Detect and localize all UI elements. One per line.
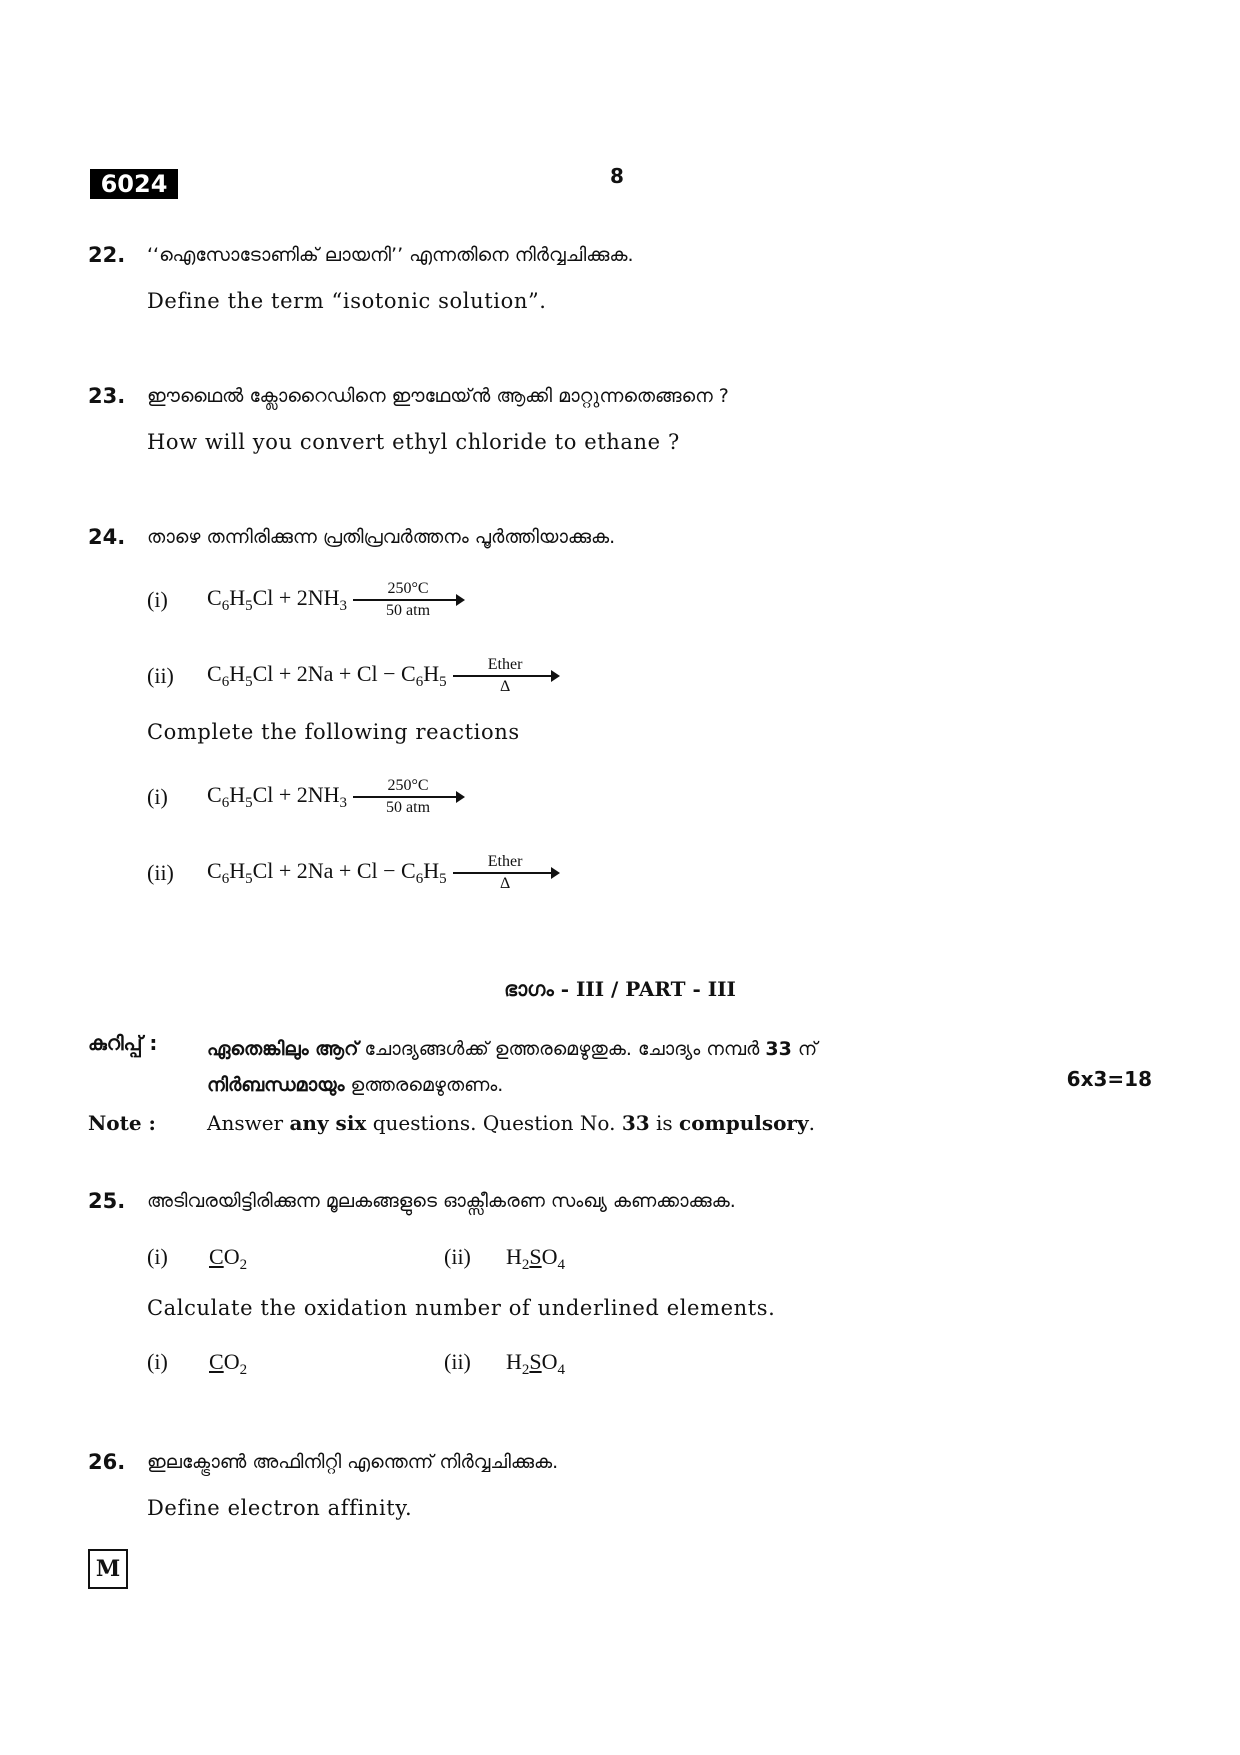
reaction-equation: $C_6H_5Cl + 2NH_3$ xyxy=(207,782,348,811)
note-bold: 33 xyxy=(765,1038,792,1060)
part-heading: ഭാഗം - III / PART - III xyxy=(504,977,736,1001)
question-text-malayalam: ഇലക്ട്രോൺ അഫിനിറ്റി എന്തെന്ന് നിർവ്വചിക്കുക. xyxy=(147,1451,559,1473)
arrow-condition-bottom: Δ xyxy=(499,875,511,892)
arrow-condition-top: 250°C xyxy=(387,580,429,597)
note-label-english: Note : xyxy=(88,1111,156,1135)
question-text-malayalam: അടിവരയിട്ടിരിക്കുന്ന മൂലകങ്ങളുടെ ഓക്സീകരണ സംഖ്യ കണക്കാക്കുക. xyxy=(147,1190,736,1212)
arrow-condition-top: 250°C xyxy=(387,777,429,794)
arrow-condition-top: Ether xyxy=(487,656,523,673)
reaction-arrow xyxy=(453,853,558,893)
arrow-condition-bottom: 50 atm xyxy=(386,799,431,816)
note-bold: നിർബന്ധമായും xyxy=(207,1074,345,1096)
paper-code-badge: 6024 xyxy=(90,169,178,199)
note-text: questions. Question No. xyxy=(366,1111,622,1135)
reaction-2-english xyxy=(147,853,558,893)
formula-h2so4: $H_2SO_4$ xyxy=(506,1349,566,1378)
question-text-english: Calculate the oxidation number of underlined elements. xyxy=(147,1296,776,1320)
question-number: 23. xyxy=(88,384,126,408)
reaction-equation: $C_6H_5Cl + 2Na + Cl - C_6H_5$ xyxy=(207,858,447,887)
arrow-line xyxy=(453,675,558,677)
question-number: 25. xyxy=(88,1189,126,1213)
arrow-condition-bottom: Δ xyxy=(499,678,511,695)
marks-allocation: 6x3=18 xyxy=(1066,1067,1152,1091)
note-text-english xyxy=(207,1111,815,1135)
note-text: . xyxy=(808,1111,815,1135)
question-number: 26. xyxy=(88,1450,126,1474)
note-text: ചോദ്യങ്ങൾക്ക് ഉത്തരമെഴുതുക. ചോദ്യം നമ്പർ xyxy=(358,1038,766,1060)
note-bold: compulsory xyxy=(679,1111,809,1135)
note-text: ന് xyxy=(791,1038,818,1060)
note-bold: any six xyxy=(289,1111,367,1135)
reaction-label: (ii) xyxy=(147,663,174,688)
note-text: Answer xyxy=(207,1111,290,1135)
footer-mark-box: M xyxy=(88,1549,128,1589)
reaction-arrow xyxy=(353,777,463,817)
reaction-arrow xyxy=(453,656,558,696)
arrow-condition-bottom: 50 atm xyxy=(386,602,431,619)
option-label: (ii) xyxy=(444,1244,471,1269)
option-label: (ii) xyxy=(444,1349,471,1374)
arrow-line xyxy=(353,599,463,601)
formula-co2: $CO_2$ xyxy=(209,1349,248,1378)
question-text-english: Define the term “isotonic solution”. xyxy=(147,289,547,313)
note-text: ഉത്തരമെഴുതണം. xyxy=(344,1074,504,1096)
arrow-condition-top: Ether xyxy=(487,853,523,870)
question-number: 22. xyxy=(88,243,126,267)
option-label: (i) xyxy=(147,1349,168,1374)
note-label-malayalam: കുറിപ്പ് : xyxy=(88,1031,158,1055)
reaction-equation: $C_6H_5Cl + 2Na + Cl - C_6H_5$ xyxy=(207,661,447,690)
formula-co2: $CO_2$ xyxy=(209,1244,248,1273)
reaction-label: (i) xyxy=(147,587,168,612)
note-bold: 33 xyxy=(621,1111,650,1135)
note-bold: ഏതെങ്കിലും ആറ് xyxy=(207,1038,359,1060)
question-text-malayalam: ഈഥൈൽ ക്ലോറൈഡിനെ ഈഥേയ്ൻ ആക്കി മാറ്റുന്നതെങ്ങനെ ? xyxy=(147,385,729,407)
note-text: is xyxy=(649,1111,680,1135)
reaction-arrow xyxy=(353,580,463,620)
reaction-2 xyxy=(147,656,558,696)
page-number: 8 xyxy=(610,164,624,188)
question-text-english: How will you convert ethyl chloride to ethane ? xyxy=(147,430,680,454)
question-text-malayalam: താഴെ തന്നിരിക്കുന്ന പ്രതിപ്രവർത്തനം പൂർത്തിയാക്കുക. xyxy=(147,526,616,548)
arrow-line xyxy=(453,872,558,874)
reaction-label: (i) xyxy=(147,784,168,809)
reaction-equation: $C_6H_5Cl + 2NH_3$ xyxy=(207,585,348,614)
option-label: (i) xyxy=(147,1244,168,1269)
reaction-label: (ii) xyxy=(147,860,174,885)
reaction-1 xyxy=(147,580,463,620)
reaction-1-english xyxy=(147,777,463,817)
note-text-malayalam xyxy=(207,1031,1152,1103)
arrow-line xyxy=(353,796,463,798)
question-text-english: Define electron affinity. xyxy=(147,1496,413,1520)
formula-h2so4: $H_2SO_4$ xyxy=(506,1244,566,1273)
question-text-english: Complete the following reactions xyxy=(147,720,520,744)
question-text-malayalam: ‘‘ഐസോടോണിക് ലായനി’’ എന്നതിനെ നിർവ്വചിക്കുക. xyxy=(147,244,634,266)
question-number: 24. xyxy=(88,525,126,549)
